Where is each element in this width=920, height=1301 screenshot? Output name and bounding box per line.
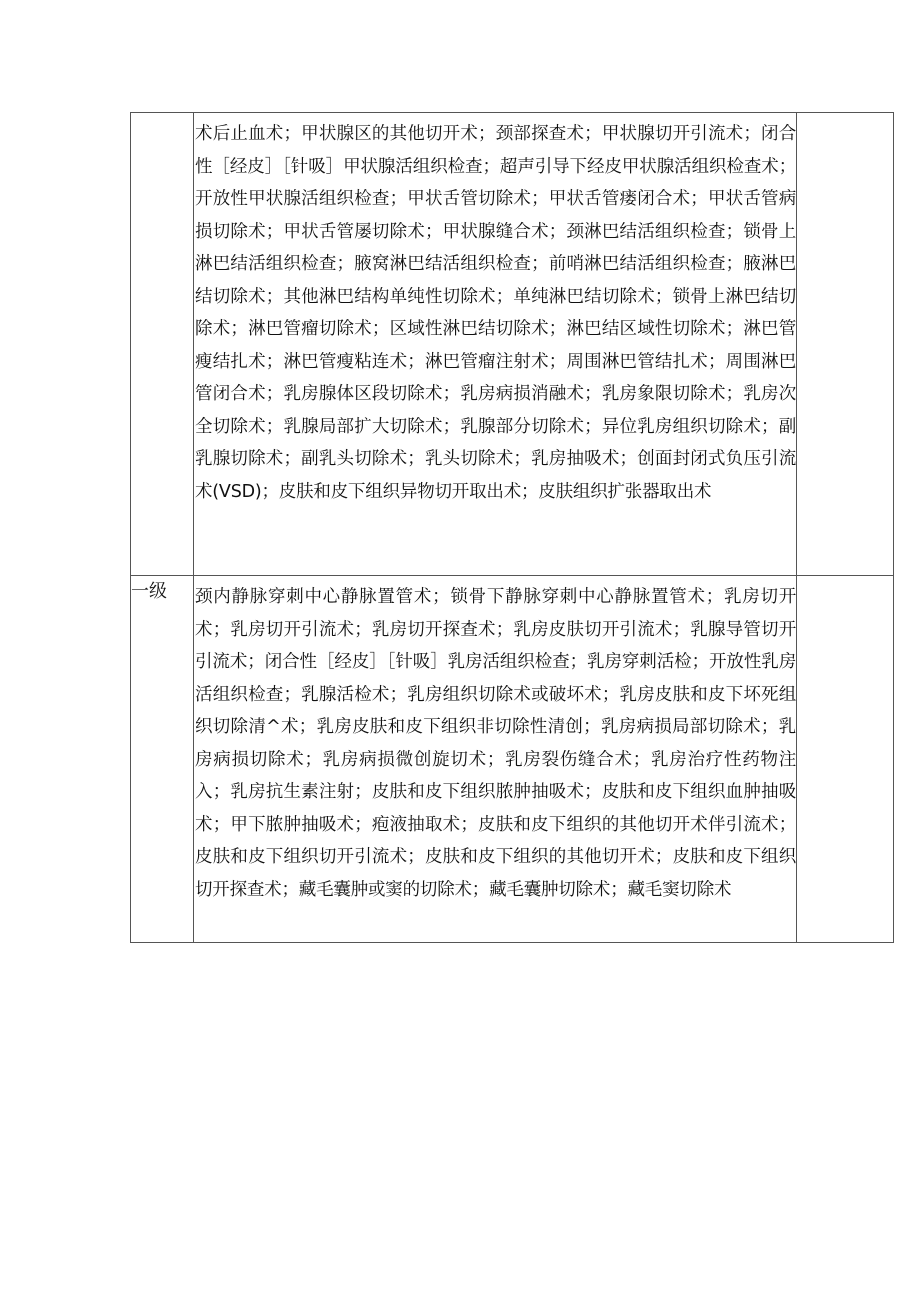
note-cell <box>797 576 894 943</box>
table-row <box>131 576 894 943</box>
surgery-grading-table <box>130 112 894 943</box>
level-cell <box>131 113 194 576</box>
table-row <box>131 113 894 576</box>
level-cell: 一级 <box>131 576 194 943</box>
procedure-list-cell <box>194 576 797 943</box>
note-cell <box>797 113 894 576</box>
procedure-list-cell <box>194 113 797 576</box>
procedure-list-text: 术后止血术；甲状腺区的其他切开术；颈部探查术；甲状腺切开引流术；闭合性［经皮］［针吸］甲状腺活组织检查；超声引导下经皮甲状腺活组织检查术；开放性甲状腺活组织检查；甲状舌管切除术；甲状舌管瘘闭合术；甲状舌管病损切除术；甲状舌管屡切除术；甲状腺缝合术；颈淋巴结活组织检查；锁骨上淋巴结活组织检查；腋窝淋巴结活组织检查；前哨淋巴结活组织检查；腋淋巴结切除术；其他淋巴结构单纯性切除术；单纯淋巴结切除术；锁骨上淋巴结切除术；淋巴管瘤切除术；区域性淋巴结切除术；淋巴结区域性切除术；淋巴管瘦结扎术；淋巴管瘦粘连术；淋巴管瘤注射术；周围淋巴管结扎术；周围淋巴管闭合术；乳房腺体区段切除术；乳房病损消融术；乳房象限切除术；乳房次全切除术；乳腺局部扩大切除术；乳腺部分切除术；异位乳房组织切除术；副乳腺切除术；副乳头切除术；乳头切除术；乳房抽吸术；创面封闭式负压引流术(VSD)；皮肤和皮下组织异物切开取出术；皮肤组织扩张器取出术 <box>195 124 796 502</box>
procedure-list-text: 颈内静脉穿刺中心静脉置管术；锁骨下静脉穿刺中心静脉置管术；乳房切开术；乳房切开引流术；乳房切开探查术；乳房皮肤切开引流术；乳腺导管切开引流术；闭合性［经皮］［针吸］乳房活组织检查；乳房穿刺活检；开放性乳房活组织检查；乳腺活检术；乳房组织切除术或破坏术；乳房皮肤和皮下坏死组织切除清^术；乳房皮肤和皮下组织非切除性清创；乳房病损局部切除术；乳房病损切除术；乳房病损微创旋切术；乳房裂伤缝合术；乳房治疗性药物注入；乳房抗生素注射；皮肤和皮下组织脓肿抽吸术；皮肤和皮下组织血肿抽吸术；甲下脓肿抽吸术；疱液抽取术；皮肤和皮下组织的其他切开术伴引流术；皮肤和皮下组织切开引流术；皮肤和皮下组织的其他切开术；皮肤和皮下组织切开探查术；藏毛囊肿或窦的切除术；藏毛囊肿切除术；藏毛窦切除术 <box>195 587 796 900</box>
